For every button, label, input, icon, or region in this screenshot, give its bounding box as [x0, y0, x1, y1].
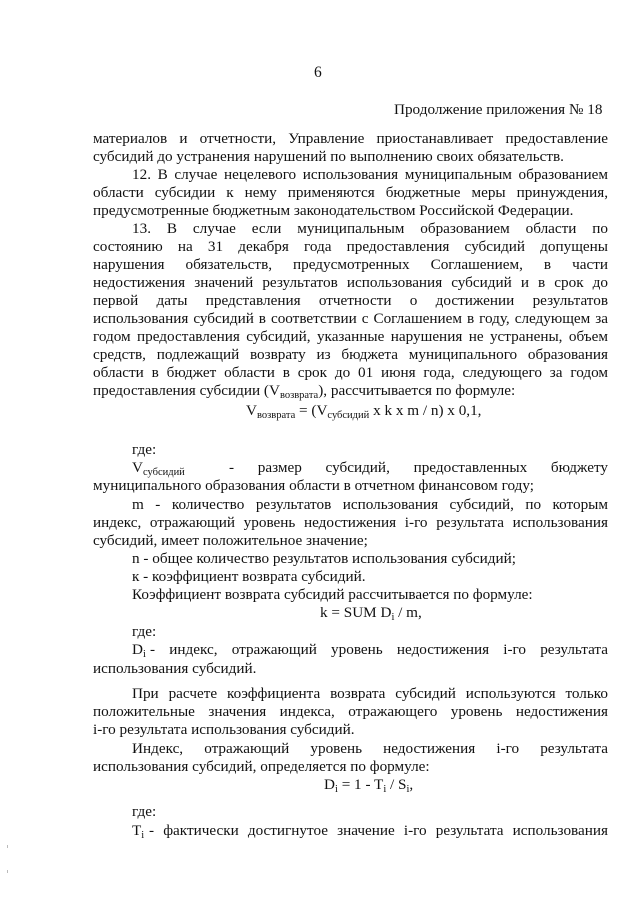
text-line: годом предоставления субсидий, указанные нарушения не устранены, объем	[93, 328, 608, 345]
text-line: - индекс, отражающий уровень недостижения i-го результата	[150, 641, 608, 658]
text-line: субсидий, имеет положительное значение;	[93, 532, 368, 549]
scan-mark	[7, 870, 8, 873]
appendix-header: Продолжение приложения № 18	[394, 101, 603, 118]
text-line: m - количество результатов использования субсидий, по которым	[132, 496, 608, 513]
text-line: области в бюджет области в срок до 01 июня года, следующего за годом	[93, 364, 608, 381]
var-symbol: $V_{субсидий}$	[132, 459, 185, 478]
text-line: недостижения значений результатов использования субсидий и в срок до	[93, 274, 608, 291]
formula-refund: $V_{возврата} = (V_{субсидий}$ x k x m / n) x 0,1,	[246, 402, 482, 421]
text-line: предусмотренные бюджетным законодательством Российской Федерации.	[93, 202, 574, 219]
var-symbol: $D_i$	[132, 641, 146, 660]
text-line: - размер субсидий, предоставленных бюджету	[229, 459, 608, 476]
page-number-value: 6	[314, 64, 322, 81]
text-line: к - коэффициент возврата субсидий.	[132, 568, 366, 585]
text-line: субсидий до устранения нарушений по выполнению своих обязательств.	[93, 148, 564, 165]
text-line: положительные значения индекса, отражающего уровень недостижения	[93, 703, 608, 720]
text-line: использования субсидий, определяется по формуле:	[93, 758, 430, 775]
text-line: использования субсидий.	[93, 660, 257, 677]
text-line: Индекс, отражающий уровень недостижения i-го результата	[132, 740, 608, 757]
text-line: состоянию на 31 декабря года предоставления субсидий допущены	[93, 238, 608, 255]
text-line: первой даты представления отчетности о достижении результатов	[93, 292, 608, 309]
text-line: 13. В случае если муниципальным образованием области по	[132, 220, 608, 237]
text-line: материалов и отчетности, Управление приостанавливает предоставление	[93, 130, 608, 147]
where-label: где:	[132, 441, 157, 458]
where-label: где:	[132, 803, 157, 820]
text-line: муниципального образования области в отчетном финансовом году;	[93, 477, 534, 494]
text-line: средств, подлежащий возврату из бюджета муниципального образования	[93, 346, 608, 363]
text-line: использования субсидий в соответствии с Соглашением в году, следующем за	[93, 310, 608, 327]
formula-coefficient: k = SUM $D_i$ / m,	[320, 604, 422, 623]
text-line: i-го результата использования субсидий.	[93, 721, 355, 738]
scan-mark	[7, 845, 8, 848]
text-line: При расчете коэффициента возврата субсидий используются только	[132, 685, 608, 702]
text-line: индекс, отражающий уровень недостижения i-го результата использования	[93, 514, 608, 531]
var-symbol: $T_i$	[132, 822, 145, 841]
text-line: нарушения обязательств, предусмотренных Соглашением, в части	[93, 256, 608, 273]
text-line: - фактически достигнутое значение i-го результата использования	[149, 822, 608, 839]
text-line: области субсидии к нему применяются бюджетные меры принуждения,	[93, 184, 608, 201]
text-line: 12. В случае нецелевого использования муниципальным образованием	[132, 166, 608, 183]
text-line: Коэффициент возврата субсидий рассчитывается по формуле:	[132, 586, 533, 603]
text-line: предоставления субсидии $(V_{возврата})$, рассчитывается по формуле:	[93, 382, 516, 401]
formula-index: $D_i = 1 - T_i / S_i$,	[324, 776, 414, 795]
text-line: n - общее количество результатов использования субсидий;	[132, 550, 516, 567]
where-label: где:	[132, 623, 157, 640]
